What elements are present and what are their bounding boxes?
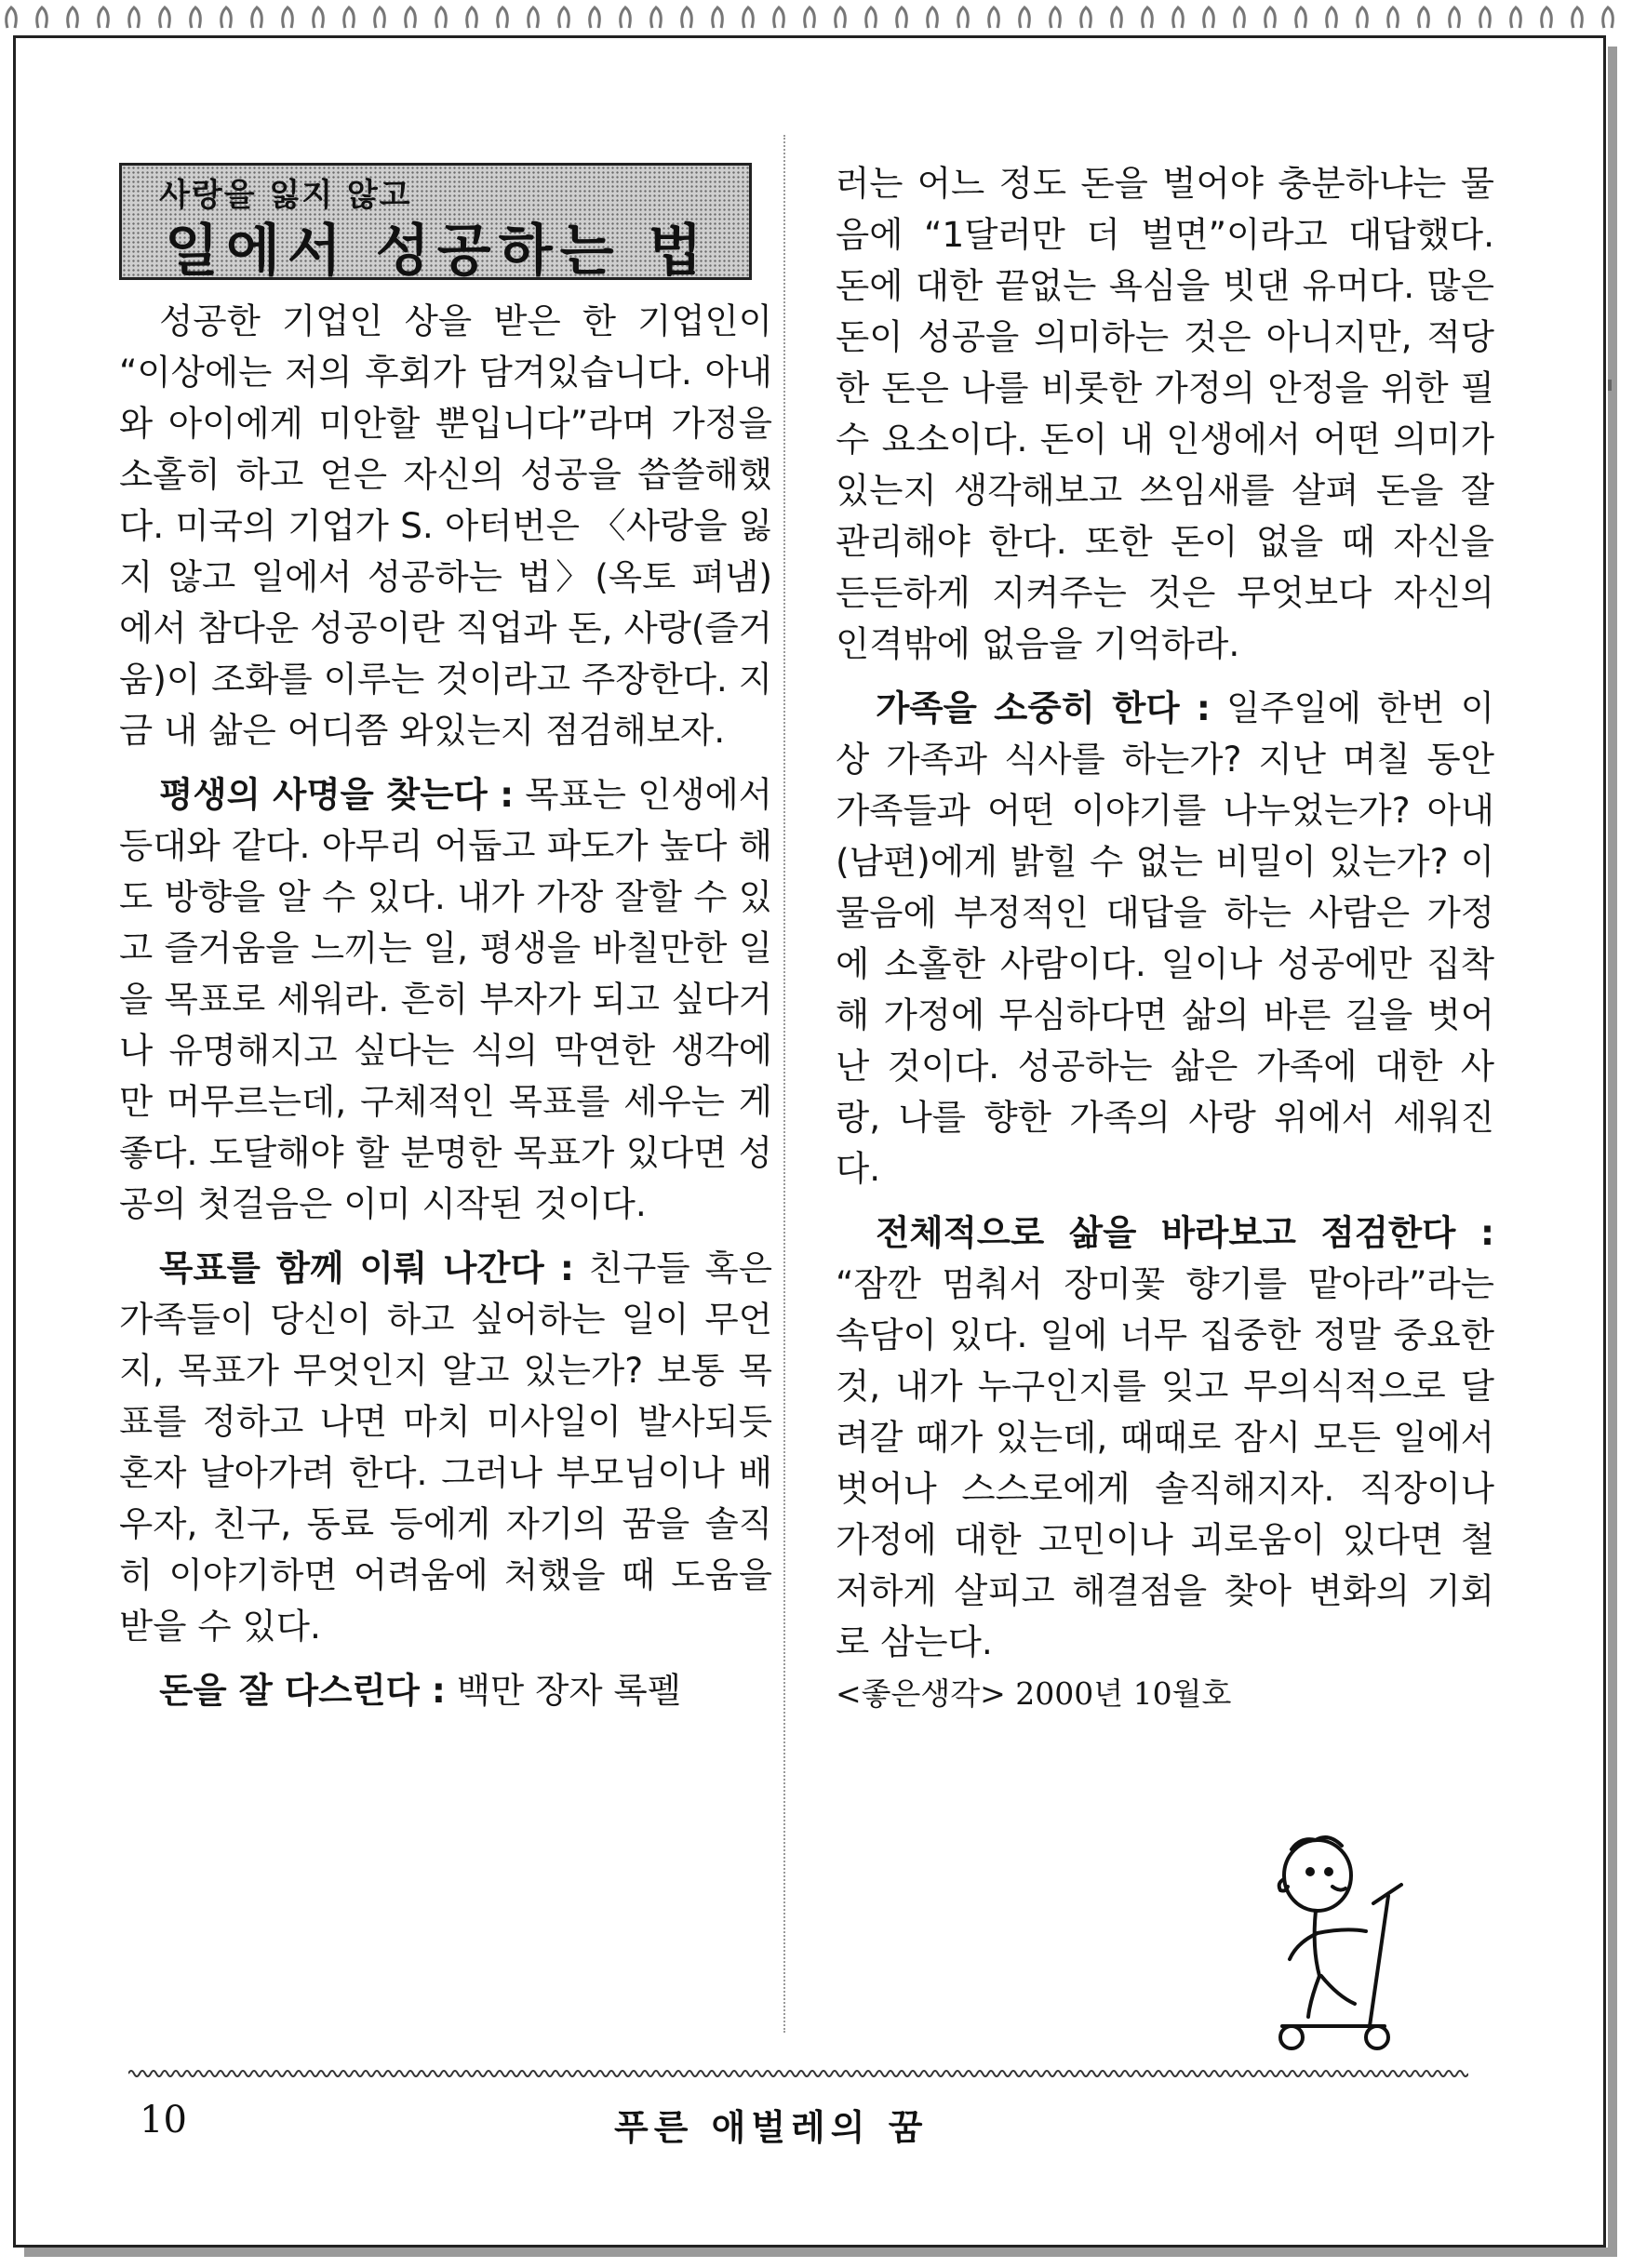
section-paragraph bbox=[836, 683, 1494, 1194]
binding-ring bbox=[37, 7, 47, 28]
binding-ring bbox=[1480, 7, 1491, 28]
binding-ring bbox=[1388, 7, 1399, 28]
section-paragraph bbox=[119, 1243, 772, 1652]
boy-on-scooter-icon bbox=[1254, 1831, 1450, 2073]
footer-wave-rule bbox=[128, 2067, 1468, 2080]
binding-ring bbox=[1603, 7, 1613, 28]
binding-ring bbox=[406, 7, 416, 28]
spiral-binding-icon bbox=[0, 0, 1633, 37]
binding-ring bbox=[1020, 7, 1030, 28]
section-body-start: 백만 장자 록펠 bbox=[445, 1670, 681, 1711]
binding-ring bbox=[252, 7, 262, 28]
article-title-box bbox=[119, 163, 752, 284]
section-heading: 평생의 사명을 찾는다 : bbox=[159, 774, 515, 815]
binding-ring bbox=[129, 7, 140, 28]
binding-ring bbox=[682, 7, 692, 28]
binding-ring bbox=[651, 7, 662, 28]
binding-ring bbox=[344, 7, 355, 28]
binding-ring bbox=[160, 7, 170, 28]
binding-ring bbox=[1542, 7, 1552, 28]
binding-ring bbox=[836, 7, 846, 28]
page-number: 10 bbox=[140, 2099, 187, 2141]
page-shadow-right bbox=[1608, 47, 1617, 2253]
section-heading: 돈을 잘 다스린다 : bbox=[159, 1670, 446, 1711]
section-body: 친구들 혹은 가족들이 당신이 하고 싶어하는 일이 무언지, 목표가 무엇인지 알고 있는가? 보통 목표를 정하고 나면 마치 미사일이 발사되듯 혼자 날아가려 한다. 그러나 부모님이나 배우자, 친구, 동료 등에게 자기의 꿈을 솔직히 이야기하면 어려움에 처했을 때 도움을 받을 수 있다. bbox=[119, 1247, 773, 1647]
binding-ring bbox=[1051, 7, 1061, 28]
binding-ring bbox=[1327, 7, 1337, 28]
section-heading: 가족을 소중히 한다 : bbox=[876, 687, 1211, 728]
section-paragraph bbox=[119, 1665, 772, 1716]
intro-paragraph: 성공한 기업인 상을 받은 한 기업인이 “이상에는 저의 후회가 담겨있습니다. 아내와 아이에게 미안할 뿐입니다”라며 가정을 소홀히 하고 얻은 자신의 성공을 씁쓸해했다. 미국의 기업가 S. 아터번은 〈사랑을 잃지 않고 일에서 성공하는 법〉(옥토 펴냄)에서 참다운 성공이란 직업과 돈, 사랑(즐거움)이 조화를 이루는 것이라고 주장한다. 지금 내 삶은 어디쯤 와있는지 점검해보자. bbox=[119, 300, 772, 751]
binding-ring bbox=[191, 7, 201, 28]
binding-ring bbox=[221, 7, 232, 28]
binding-ring bbox=[743, 7, 754, 28]
binding-ring bbox=[436, 7, 447, 28]
binding-ring bbox=[7, 7, 17, 28]
margin-mark bbox=[1608, 380, 1612, 391]
binding-ring bbox=[1235, 7, 1245, 28]
binding-ring bbox=[99, 7, 109, 28]
binding-ring bbox=[1173, 7, 1184, 28]
binding-ring bbox=[866, 7, 877, 28]
section-paragraph bbox=[119, 769, 772, 1230]
binding-ring bbox=[774, 7, 784, 28]
section-body: 목표는 인생에서 등대와 같다. 아무리 어둡고 파도가 높다 해도 방향을 알 수 있다. 내가 가장 잘할 수 있고 즐거움을 느끼는 일, 평생을 바칠만한 일을 목표로 세워라. 흔히 부자가 되고 싶다거나 유명해지고 싶다는 식의 막연한 생각에만 머무르는데, 구체적인 목표를 세우는 게 좋다. 도달해야 할 분명한 목표가 있다면 성공의 첫걸음은 이미 시작된 것이다. bbox=[119, 774, 772, 1224]
right-column bbox=[836, 158, 1494, 1719]
column-divider bbox=[783, 135, 785, 2033]
binding-ring bbox=[498, 7, 508, 28]
binding-ring bbox=[467, 7, 477, 28]
page-shadow-bottom bbox=[24, 2248, 1617, 2257]
magazine-name: 푸른 애벌레의 꿈 bbox=[614, 2107, 929, 2148]
binding-ring bbox=[1450, 7, 1460, 28]
binding-ring bbox=[1296, 7, 1306, 28]
binding-ring bbox=[1358, 7, 1368, 28]
section-heading: 전체적으로 삶을 바라보고 점검한다 : bbox=[876, 1212, 1494, 1253]
binding-ring bbox=[1081, 7, 1091, 28]
binding-ring bbox=[928, 7, 938, 28]
binding-ring bbox=[283, 7, 293, 28]
binding-ring bbox=[559, 7, 569, 28]
section-body: 일주일에 한번 이상 가족과 식사를 하는가? 지난 며칠 동안 가족들과 어떤 이야기를 나누었는가? 아내(남편)에게 밝힐 수 없는 비밀이 있는가? 이 물음에 부정적인 대답을 하는 사람은 가정에 소홀한 사람이다. 일이나 성공에만 집착해 가정에 무심하다면 삶의 바른 길을 벗어난 것이다. 성공하는 삶은 가족에 대한 사랑, 나를 향한 가족의 사랑 위에서 세워진다. bbox=[836, 687, 1494, 1189]
binding-ring bbox=[1143, 7, 1153, 28]
binding-ring bbox=[529, 7, 539, 28]
binding-ring bbox=[1204, 7, 1214, 28]
binding-ring bbox=[621, 7, 631, 28]
left-column bbox=[119, 296, 772, 1716]
section-paragraph bbox=[836, 1207, 1494, 1668]
section-body: “잠깐 멈춰서 장미꽃 향기를 맡아라”라는 속담이 있다. 일에 너무 집중한 정말 중요한 것, 내가 누구인지를 잊고 무의식적으로 달려갈 때가 있는데, 때때로 잠시 모든 일에서 벗어나 스스로에게 솔직해지자. 직장이나 가정에 대한 고민이나 괴로움이 있다면 철저하게 살피고 해결점을 찾아 변화의 기회로 삼는다. bbox=[836, 1263, 1494, 1662]
binding-ring bbox=[1265, 7, 1276, 28]
article-subtitle: 사랑을 잃지 않고 bbox=[159, 177, 412, 214]
article-title: 일에서 성공하는 법 bbox=[165, 219, 710, 284]
article-source: <좋은생각> 2000년 10월호 bbox=[836, 1675, 1232, 1712]
binding-ring bbox=[713, 7, 723, 28]
binding-ring bbox=[1511, 7, 1521, 28]
binding-ring bbox=[375, 7, 385, 28]
binding-ring bbox=[989, 7, 999, 28]
binding-ring bbox=[805, 7, 815, 28]
binding-ring bbox=[897, 7, 907, 28]
binding-ring bbox=[1112, 7, 1122, 28]
binding-ring bbox=[958, 7, 969, 28]
binding-ring bbox=[1419, 7, 1429, 28]
section-continued: 러는 어느 정도 돈을 벌어야 충분하냐는 물음에 “1달러만 더 벌면”이라고 대답했다. 돈에 대한 끝없는 욕심을 빗댄 유머다. 많은 돈이 성공을 의미하는 것은 아니지만, 적당한 돈은 나를 비롯한 가정의 안정을 위한 필수 요소이다. 돈이 내 인생에서 어떤 의미가 있는지 생각해보고 쓰임새를 살펴 돈을 잘 관리해야 한다. 또한 돈이 없을 때 자신을 든든하게 지켜주는 것은 무엇보다 자신의 인격밖에 없음을 기억하라. bbox=[836, 163, 1494, 664]
section-heading: 목표를 함께 이뤄 나간다 : bbox=[159, 1247, 574, 1288]
binding-ring bbox=[590, 7, 600, 28]
binding-ring bbox=[68, 7, 78, 28]
binding-ring bbox=[314, 7, 324, 28]
binding-ring bbox=[1573, 7, 1583, 28]
